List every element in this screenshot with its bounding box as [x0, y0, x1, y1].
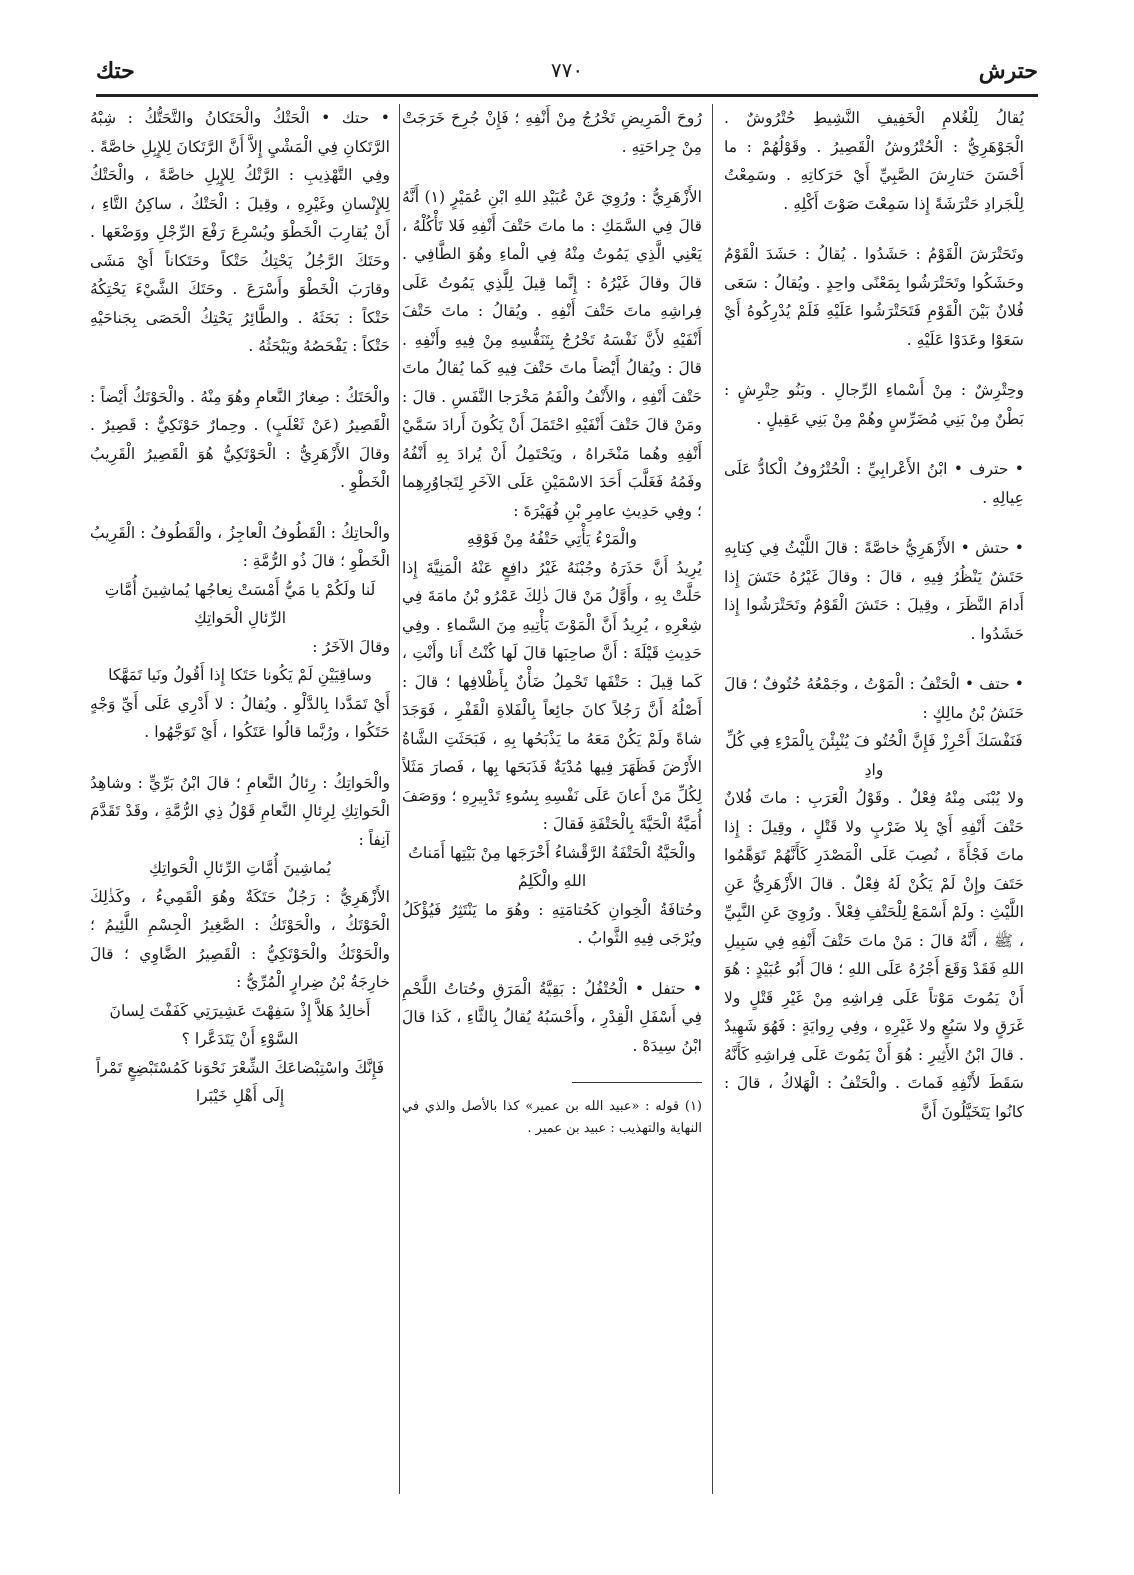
entry-paragraph: ولا يُبْنَى مِنْهُ فِعْلٌ . وقَوْلُ الْعَرَبِ : ماتَ فُلانٌ حَتْفَ أَنْفِهِ أَيْ بِلا ضَرْبٍ ولا قَتْلٍ ، وقِيلَ : إِذا ماتَ فَجْأَةً ، نُصِبَ عَلَى الْمَصْدَرِ كَأَنَّهُمْ تَوَهَّمُوا حَتَفَ وإِنْ لَمْ يَكُنْ لَهُ فِعْلٌ . قالَ الأَزْهَرِيُّ عَنِ اللَّيْثِ : ولَمْ أَسْمَعْ لِلْحَتْفِ فِعْلاً . ورُوِيَ عَنِ النَّبِيِّ ، ﷺ ، أَنَّهُ قالَ : مَنْ ماتَ حَتْفَ أَنْفِهِ فِي سَبِيلِ اللهِ فَقَدْ وَقَعَ أَجْرُهُ عَلَى اللهِ ؛ قالَ أَبُو عُبَيْدٍ : هُوَ أَنْ يَمُوتَ مَوْتاً عَلَى فِراشِهِ مِنْ غَيْرِ قَتْلٍ ولا غَرَقٍ ولا سَبُعٍ ولا غَيْرِهِ ، وفِي رِوايَةٍ : فَهُوَ شَهِيدٌ . قالَ ابْنُ الأَثِيرِ : هُوَ أَنْ يَمُوتَ عَلَى فِراشِهِ كَأَنَّهُ سَقَطَ لأَنْفِهِ فَماتَ . والْحَتْفُ : الْهَلاكُ ، قالَ : كانُوا يَتَخَيَّلُونَ أَنَّ	[724, 789, 1024, 1121]
page-number: ٧٧٠	[550, 58, 584, 82]
entry-paragraph: يُقالُ لِلْغُلامِ الْخَفِيفِ النَّشِيطِ حُتْرُوشٌ . الْجَوْهَرِيُّ : الْحُتْرُوشُ الْقَصِيرُ . وقَوْلُهُمْ : ما أَحْسَنَ حَتارِشَ الصَّبِيِّ أَيْ حَرَكاتِهِ . وسَمِعْتُ لِلْجَرادِ حَتْرَشَةً إِذا سَمِعْتَ صَوْتَ أَكْلِهِ .	[724, 109, 1024, 213]
entry-paragraph: يُرِيدُ أَنَّ حَذَرَهُ وجُبْنَهُ غَيْرُ دافِعٍ عَنْهُ الْمَنِيَّةَ إِذا حَلَّتْ بِهِ ، وأَوَّلُ مَنْ قالَ ذٰلِكَ عَمْرُو بْنُ مامَةَ فِي شِعْرِهِ ، يُرِيدُ أَنَّ الْمَوْتَ يَأْتِيهِ مِنَ السَّماءِ . وفِي حَدِيثِ قَيْلَةَ : أَنَّ صاحِبَها قالَ لَها كُنْتُ أَنا وأَنْتِ ، كَما قِيلَ : حَتْفَها تَحْمِلُ ضَأْنٌ بِأَظْلافِها ؛ قالَ : أَصْلُهُ أَنَّ رَجُلاً كانَ جائِعاً بِالْفَلاةِ الْقَفْرِ ، فَوَجَدَ شاةً ولَمْ يَكُنْ مَعَهُ ما يَذْبَحُها بِهِ ، فَبَحَثَتِ الشَّاةُ الأَرْضَ فَظَهَرَ فِيها مُدْيَةٌ فَذَبَحَها بِها ، فَصارَ مَثَلاً لِكُلِّ مَنْ أَعانَ عَلَى نَفْسِهِ بِسُوءِ تَدْبِيرِهِ ؛ ووَصَفَ أُمَيَّةُ الْحَيَّةَ بِالْحَتْفَةِ فَقالَ :	[402, 558, 702, 833]
entry-harf: • حترف • ابْنُ الأَعْرابِيِّ : الْحُتْرُوفُ الْكادُّ عَلَى عِيالِهِ .	[724, 460, 1024, 507]
entry-paragraph: رُوحَ الْمَرِيضِ تَخْرُجُ مِنْ أَنْفِهِ ؛ فَإِنْ جُرِحَ خَرَجَتْ مِنْ جِراحَتِهِ .	[402, 109, 702, 156]
column-divider	[399, 104, 400, 1494]
footnote-rule	[572, 1082, 702, 1083]
running-head-left: حتك	[96, 58, 135, 84]
verse: والْمَرْءُ يَأْتِي حَتْفُهُ مِنْ فَوْقِهِ	[467, 530, 637, 548]
column-middle	[402, 104, 702, 1494]
entry-paragraph: أَيْ تَمَدَّدا بِالدَّلْوِ . ويُقالُ : لا أَدْرِي عَلَى أَيِّ وَجْهٍ حَتَكُوا ، ورُبَّما قالُوا عَتَكُوا ، أَيْ تَوَجَّهُوا .	[90, 694, 390, 741]
entry-hatf: • حتف • الْحَتْفُ : الْمَوْتُ ، وجَمْعُهُ حُتُوفٌ ؛ قالَ حَنَشُ بْنُ مالِكٍ :	[724, 675, 1024, 722]
entry-paragraph: الأَزْهَرِيُّ : رَجُلٌ حَتَكَةٌ وهُوَ الْقَمِيءُ ، وكَذٰلِكَ الْحَوْتَكُ ، والْحَوْتَكُ : الصَّغِيرُ الْجِسْمِ اللَّئِيمُ ؛ والْحَوْتَكُ والْحَوْتَكِيُّ : الْقَصِيرُ الضَّاوِي ؛ قالَ خارِجَةُ بْنُ ضِرارٍ الْمُرِّيُّ :	[90, 887, 390, 991]
verse: وساقِيَيْنِ لَمْ يَكُونا حَتَكا إِذا أَقُولُ ونَيا تَمَهَّكا	[108, 666, 372, 684]
page-header	[96, 48, 1038, 100]
verse: لَنا ولَكُمْ يا مَيُّ أَمْسَتْ نِعاجُها يُماشِينَ أُمَّاتِ الرِّئالِ الْحَواتِكِ	[104, 580, 376, 627]
entry-paragraph: الأَزْهَرِيُّ : ورُوِيَ عَنْ عُبَيْدِ اللهِ ابْنِ عُمَيْرٍ (١) أَنَّهُ قالَ فِي السَّمَكِ : ما ماتَ حَتْفَ أَنْفِهِ فَلا تَأْكُلْهُ ، يَعْنِي الَّذِي يَمُوتُ مِنْهُ فِي الْماءِ وهُوَ الطَّافِي . قالَ وقالَ غَيْرُهُ : إِنَّما قِيلَ لِلَّذِي يَمُوتُ عَلَى فِراشِهِ ماتَ حَتْفَ أَنْفِهِ . ويُقالُ : ماتَ حَتْفَ أَنْفَيْهِ لأَنَّ نَفْسَهُ تَخْرُجُ بِتَنَفُّسِهِ مِنْ فِيهِ وأَنْفِهِ . قالَ : ويُقالُ أَيْضاً ماتَ حَتْفَ فِيهِ كَما يُقالُ ماتَ حَتْفَ أَنْفِهِ ، والأَنْفُ والْفَمُ مَخْرَجا النَّفَسِ . قالَ : ومَنْ قالَ حَتْفَ أَنْفَيْهِ احْتَمَلَ أَنْ يَكُونَ أَرادَ سَمَّيْ أَنْفِهِ وهُما مَنْخَراهُ ، ويَحْتَمِلُ أَنْ يُرادَ بِهِ أَنْفُهُ وفَمُهُ فَغَلَّبَ أَحَدَ الاسْمَيْنِ عَلَى الآخَرِ لِتَجاوُرِهِما ؛ وفِي حَدِيثِ عامِرِ بْنِ فُهَيْرَةَ :	[402, 188, 702, 520]
entry-paragraph: وحِتْرِشٌ : مِنْ أَسْماءِ الرِّجالِ . وبَنُو حِتْرِشٍ : بَطْنٌ مِنْ بَنِي مُضَرِّسٍ وهُمْ مِنْ بَنِي عَقِيلٍ .	[724, 381, 1024, 428]
entry-hatak: • حتك • الْحَتْكُ والْحَتَكانُ والتَّحَتُّكُ : شِبْهُ الرَّتَكانِ فِي الْمَشْيِ إِلاَّ أَنَّ الرَّتَكانَ لِلإِبِلِ خاصَّةً . وفِي التَّهْذِيبِ : الرَّتْكُ لِلإِبِلِ خاصَّةً ، والْحَتْكُ لِلإِنْسانِ وغَيْرِهِ ، وقِيلَ : الْحَتْكُ ، ساكِنُ التَّاءِ ، أَنْ يُقارِبَ الْخَطْوَ ويُسْرِعَ رَفْعَ الرِّجْلِ ووَضْعَها . وحَتَكَ الرَّجُلُ يَحْتِكُ حَتْكاً وحَتَكاناً أَيْ مَشَى وقارَبَ الْخَطْوَ وأَسْرَعَ . وحَتَكَ الشَّيْءَ يَحْتِكُهُ حَتْكاً : بَحَثَهُ . والطَّائِرُ يَحْتِكُ الْحَصَى بِجَناحَيْهِ حَتْكاً : يَفْحَصُهُ ويَبْحَثُهُ .	[90, 109, 390, 355]
entry-paragraph: وقالَ الآخَرُ :	[312, 637, 390, 656]
entry-paragraph: والْحاتِكُ : الْقَطُوفُ الْعاجِزُ ، والْقَطُوفُ : الْقَرِيبُ الْخَطْوِ ؛ قالَ ذُو الرُّمَّةِ :	[90, 523, 390, 570]
footnote: (١) قوله : «عبيد الله بن عمير» كذا بالأصل والذي في النهاية والتهذيب : عبيد بن عمير .	[402, 1099, 702, 1136]
verse: والْحَيَّةُ الْحَتْفَةُ الرَّقْشاءُ أَخْرَجَها مِنْ بَيْتِها أَمَناتُ اللهِ والْكَلِمُ	[408, 843, 696, 890]
verse: أَخالِدُ هَلاَّ إِذْ سَفِهْتَ عَشِيرَتِي كَفَفْتَ لِسانَ السَّوْءِ أَنْ يَتَدَعَّرا ؟	[109, 1001, 371, 1048]
header-rule	[96, 94, 1038, 97]
verse: فَنَفْسَكَ أَحْرِزْ فَإِنَّ الْحُتُو فَ يُنْبِئْنَ بِالْمَرْءِ فِي كُلِّ وادِ	[725, 732, 1023, 779]
column-left	[90, 104, 390, 1494]
entry-paragraph: وحُتافَةُ الْخِوانِ كَحُتامَتِهِ : وهُوَ ما يَنْتَثِرُ فَيُؤْكَلُ ويُرْجَى فِيهِ الثَّوابُ .	[402, 900, 702, 947]
verse: يُماشِينَ أُمَّاتِ الرِّئالِ الْحَواتِكِ	[149, 859, 331, 877]
column-divider	[712, 104, 713, 1494]
verse: فَإِنَّكَ واسْتِبْضاعَكَ الشِّعْرَ نَحْوَنا كَمُسْتَبْضِعٍ تَمْراً إِلَى أَهْلِ خَيْبَرا	[95, 1058, 385, 1105]
entry-hatfal: • حتفل • الْحُتْفُلُ : بَقِيَّةُ الْمَرَقِ وحُتاتُ اللَّحْمِ فِي أَسْفَلِ الْقِدْرِ ، وأَحْسَبُهُ يُقالُ بِالثَّاءِ ، كَذا قالَ ابْنُ سِيدَهْ .	[402, 979, 702, 1055]
column-right	[724, 104, 1024, 1494]
entry-paragraph: والْحَتَكُ : صِغارُ النَّعامِ وهُوَ مِنْهُ . والْحَوْتَكُ أَيْضاً : الْقَصِيرُ (عَنْ ثَعْلَبٍ) . وحِمارٌ حَوْتَكِيٌّ : قَصِيرٌ . وقالَ الأَزْهَرِيُّ : الْحَوْتَكِيُّ هُوَ الْقَصِيرُ الْقَرِيبُ الْخَطْوِ .	[90, 387, 390, 491]
entry-hatash: • حتش • الأَزْهَرِيُّ خاصَّةً : قالَ اللَّيْثُ فِي كِتابِهِ حَتَشٌ يَنْظُرُ فِيهِ ، قالَ : وقالَ غَيْرُهُ حَتَشَ إِذا أَدامَ النَّظَرَ ، وقِيلَ : حَتَشَ الْقَوْمُ وتَحَتْرَشُوا إِذا حَشَدُوا .	[724, 539, 1024, 643]
running-head-right: حترش	[978, 58, 1038, 84]
entry-paragraph: وتَحَتْرَشَ الْقَوْمُ : حَشَدُوا . يُقالُ : حَشَدَ الْقَوْمُ وحَشَكُوا وتَحَتْرَشُوا بِمَعْنًى واحِدٍ . ويُقالُ : سَعَى فُلانٌ بَيْنَ الْقَوْمِ فَتَحَتْرَشُوا عَلَيْهِ فَلَمْ يُدْرِكُوهُ أَيْ سَعَوْا وعَدَوْا عَلَيْهِ .	[724, 245, 1024, 349]
entry-paragraph: والْحَواتِكُ : رِئالُ النَّعامِ ؛ قالَ ابْنُ بَرِّيٍّ : وشاهِدُ الْحَواتِكِ لِرِئالِ النَّعامِ قَوْلُ ذِي الرُّمَّةِ ، وقَدْ تَقَدَّمَ آنِفاً :	[90, 773, 390, 849]
